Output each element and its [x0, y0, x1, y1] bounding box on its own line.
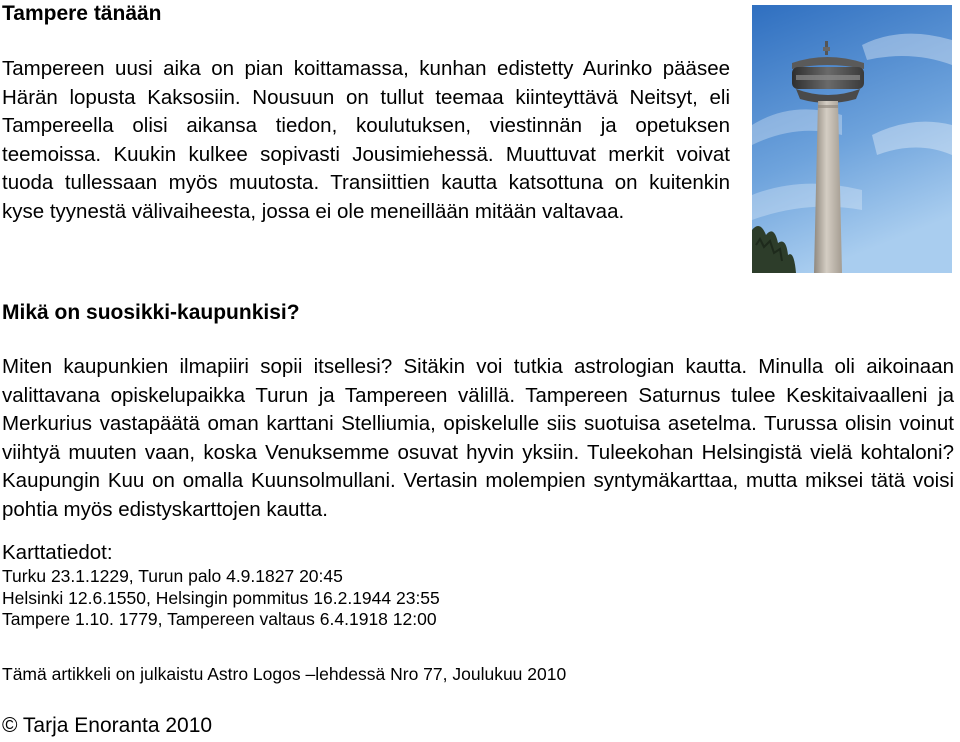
- chart-info-item-tampere: Tampere 1.10. 1779, Tampereen valtaus 6.4.1918 12:00: [2, 609, 437, 629]
- copyright-notice: © Tarja Enoranta 2010: [2, 714, 213, 737]
- tower-shaft: [814, 101, 842, 273]
- body-paragraph: Miten kaupunkien ilmapiiri sopii itsellesi? Sitäkin voi tutkia astrologian kautta. Minulla oli aikoinaan valittavana opiskelupaikka Turun ja Tampereen välillä. Tampereen Saturnus tulee Keskitaivaalleni ja Merkurius vastapäätä oman karttani Stelliumia, opiskelulle siis suotuisa asetelma. Turussa olisin voinut viihtyä muuten vaan, koska Venuksemme osuvat hyvin yksiin. Tuleekohan Helsingistä vielä kohtaloni? Kaupungin Kuu on omalla Kuunsolmullani. Vertasin molempien syntymäkarttaa, mutta miksei tätä voisi pohtia myös edistyskarttojen kautta.: [2, 355, 954, 521]
- article-title: Tampere tänään: [2, 2, 162, 25]
- section-subtitle: Mikä on suosikki-kaupunkisi?: [2, 301, 300, 324]
- publication-note: Tämä artikkeli on julkaistu Astro Logos –lehdessä Nro 77, Joulukuu 2010: [2, 664, 567, 684]
- intro-paragraph: Tampereen uusi aika on pian koittamassa, kunhan edistetty Aurinko pääsee Härän lopusta Kaksosiin. Nousuun on tullut teemaa kiinteyttävä Neitsyt, eli Tampereella olisi aikansa tiedon, koulutuksen, viestinnän ja opetuksen teemoissa. Kuukin kulkee sopivasti Jousimiehessä. Muuttuvat merkit voivat tuoda tullessaan myös muutosta. Transiittien kautta katsottuna on kuitenkin kyse tyynestä välivaiheesta, jossa ei ole meneillään mitään valtavaa.: [2, 57, 730, 223]
- chart-info-item-turku: Turku 23.1.1229, Turun palo 4.9.1827 20:45: [2, 566, 343, 586]
- tower-antenna-tip: [823, 47, 830, 51]
- tower-windows: [796, 75, 860, 80]
- chart-info-heading: Karttatiedot:: [2, 541, 113, 564]
- tower-band: [818, 105, 838, 108]
- tampere-tower-photo: [752, 5, 952, 273]
- chart-info-list: [2, 566, 440, 631]
- chart-info-item-helsinki: Helsinki 12.6.1550, Helsingin pommitus 16.2.1944 23:55: [2, 587, 440, 608]
